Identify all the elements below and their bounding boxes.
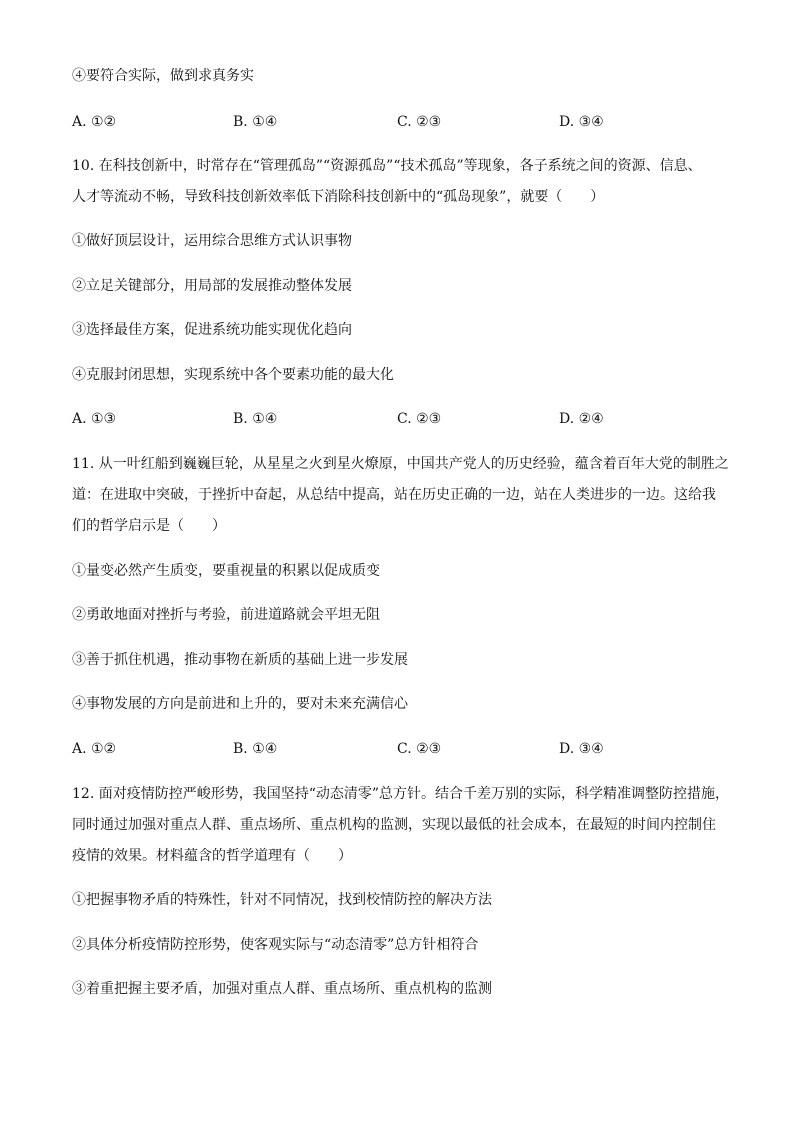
q11-option-c: C. ②③ — [397, 741, 442, 757]
q11-statement-1: ①量变必然产生质变，要重视量的积累以促成质变 — [72, 563, 380, 579]
q11-statement-4: ④事物发展的方向是前进和上升的，要对未来充满信心 — [72, 696, 408, 712]
q9-options — [72, 112, 722, 132]
q11-stem-line-3: 们的哲学启示是（ ） — [72, 518, 226, 534]
q9-option-a: A. ①② — [72, 114, 117, 130]
q10-options — [72, 409, 722, 429]
q11-statement-3: ③善于抓住机遇，推动事物在新质的基础上进一步发展 — [72, 652, 408, 668]
q12-statement-1: ①把握事物矛盾的特殊性，针对不同情况，找到校情防控的解决方法 — [72, 892, 492, 908]
q10-statement-2: ②立足关键部分，用局部的发展推动整体发展 — [72, 278, 352, 294]
q12-statement-3: ③着重把握主要矛盾，加强对重点人群、重点场所、重点机构的监测 — [72, 981, 492, 997]
q10-stem-line-1: 10. 在科技创新中，时常存在“管理孤岛”“资源孤岛”“技术孤岛”等现象，各子系统之间的资源、信息、 — [72, 158, 702, 174]
q10-option-b: B. ①④ — [233, 411, 278, 427]
q11-option-b: B. ①④ — [233, 741, 278, 757]
q10-statement-4: ④克服封闭思想，实现系统中各个要素功能的最大化 — [72, 367, 394, 383]
q10-stem-line-2: 人才等流动不畅，导致科技创新效率低下消除科技创新中的“孤岛现象”，就要（ ） — [72, 189, 605, 205]
q12-stem-line-1: 12. 面对疫情防控严峻形势，我国坚持“动态清零”总方针。结合千差万别的实际，科学精准调整防控措施， — [72, 786, 730, 802]
q11-option-a: A. ①② — [72, 741, 117, 757]
q9-option-d: D. ③④ — [559, 114, 604, 130]
q10-option-c: C. ②③ — [397, 411, 442, 427]
q11-statement-2: ②勇敢地面对挫折与考验，前进道路就会平坦无阻 — [72, 607, 380, 623]
q12-stem-line-3: 疫情的效果。材料蕴含的哲学道理有（ ） — [72, 848, 352, 864]
q10-option-a: A. ①③ — [72, 411, 117, 427]
q11-stem-line-1: 11. 从一叶红船到巍巍巨轮，从星星之火到星火燎原，中国共产党人的历史经验，蕴含着百年大党的制胜之 — [72, 456, 729, 472]
q10-statement-3: ③选择最佳方案，促进系统功能实现优化趋向 — [72, 322, 352, 338]
q11-stem-line-2: 道：在进取中突破，于挫折中奋起，从总结中提高，站在历史正确的一边，站在人类进步的一边。这给我 — [72, 487, 716, 503]
q9-statement-4: ④要符合实际，做到求真务实 — [72, 68, 254, 84]
q11-options — [72, 739, 722, 759]
q10-statement-1: ①做好顶层设计，运用综合思维方式认识事物 — [72, 233, 352, 249]
q9-option-b: B. ①④ — [233, 114, 278, 130]
q12-stem-line-2: 同时通过加强对重点人群、重点场所、重点机构的监测，实现以最低的社会成本，在最短的时间内控制住 — [72, 817, 716, 833]
q9-option-c: C. ②③ — [397, 114, 442, 130]
q10-option-d: D. ②④ — [559, 411, 604, 427]
q11-option-d: D. ③④ — [559, 741, 604, 757]
q12-statement-2: ②具体分析疫情防控形势，使客观实际与“动态清零”总方针相符合 — [72, 937, 479, 953]
